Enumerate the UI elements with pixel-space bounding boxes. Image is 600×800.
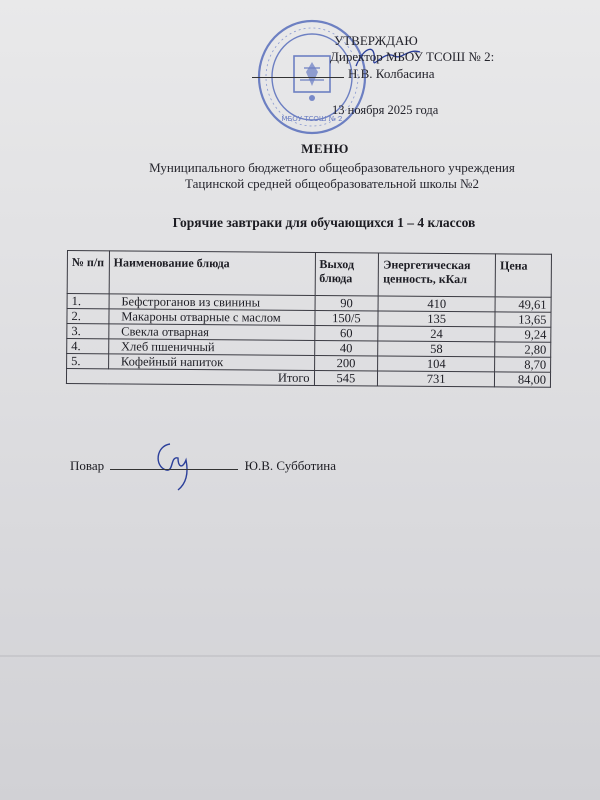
row-energy: 58 [378, 341, 495, 357]
row-yield: 200 [314, 355, 378, 371]
row-num: 4. [67, 339, 109, 354]
director-name: Н.В. Колбасина [348, 66, 435, 81]
row-num: 1. [67, 294, 109, 309]
stamp-text: МБОУ ТСОШ № 2 [281, 115, 343, 123]
row-yield: 150/5 [314, 310, 378, 326]
menu-subtitle: Горячие завтраки для обучающихся 1 – 4 классов [172, 215, 476, 230]
cook-name: Ю.В. Субботина [244, 458, 337, 473]
row-yield: 90 [315, 295, 379, 311]
table-total-row [66, 369, 550, 388]
row-num: 2. [67, 309, 109, 324]
row-energy: 410 [378, 296, 495, 312]
total-yield: 545 [314, 370, 378, 386]
row-dish-name: Кофейный напиток [108, 354, 314, 371]
page-title: МЕНЮ [301, 141, 349, 156]
paper-fold [0, 655, 600, 657]
director-signature-line [252, 65, 344, 78]
approval-date: 13 ноября 2025 года [332, 103, 439, 117]
table-header-row [67, 251, 551, 298]
row-energy: 104 [378, 356, 495, 372]
director-line [252, 65, 494, 82]
cook-signature-block [70, 457, 336, 474]
organization-line-2: Тацинской средней общеобразовательной школы №2 [185, 176, 479, 191]
director-position: Директор МБОУ ТСОШ № 2: [330, 49, 495, 64]
approved-label: УТВЕРЖДАЮ [334, 33, 418, 48]
menu-table [66, 250, 552, 388]
cook-signature-line [110, 457, 238, 470]
row-yield: 60 [314, 325, 378, 341]
row-price: 13,65 [495, 312, 551, 327]
total-price: 84,00 [495, 372, 551, 387]
organization-name [0, 160, 600, 192]
row-energy: 135 [378, 311, 495, 327]
row-price: 2,80 [495, 342, 551, 357]
organization-line-1: Муниципального бюджетного общеобразовательного учреждения [149, 160, 515, 175]
approval-block [330, 33, 494, 118]
header-num: № п/п [67, 251, 109, 294]
header-price: Цена [495, 254, 551, 297]
row-price: 49,61 [495, 297, 551, 312]
row-dish-name: Хлеб пшеничный [108, 339, 314, 356]
header-name: Наименование блюда [109, 251, 315, 296]
cook-label: Повар [70, 458, 105, 473]
row-dish-name: Бефстроганов из свинины [109, 294, 315, 311]
row-yield: 40 [314, 340, 378, 356]
total-label: Итого [66, 369, 314, 386]
total-energy: 731 [378, 371, 495, 387]
row-price: 9,24 [495, 327, 551, 342]
header-energy: Энергетическая ценность, кКал [378, 253, 495, 297]
row-dish-name: Свекла отварная [109, 324, 315, 341]
row-num: 5. [67, 354, 109, 369]
row-price: 8,70 [495, 357, 551, 372]
header-yield: Выход блюда [315, 252, 379, 295]
row-energy: 24 [378, 326, 495, 342]
row-num: 3. [67, 324, 109, 339]
row-dish-name: Макароны отварные с маслом [109, 309, 315, 326]
